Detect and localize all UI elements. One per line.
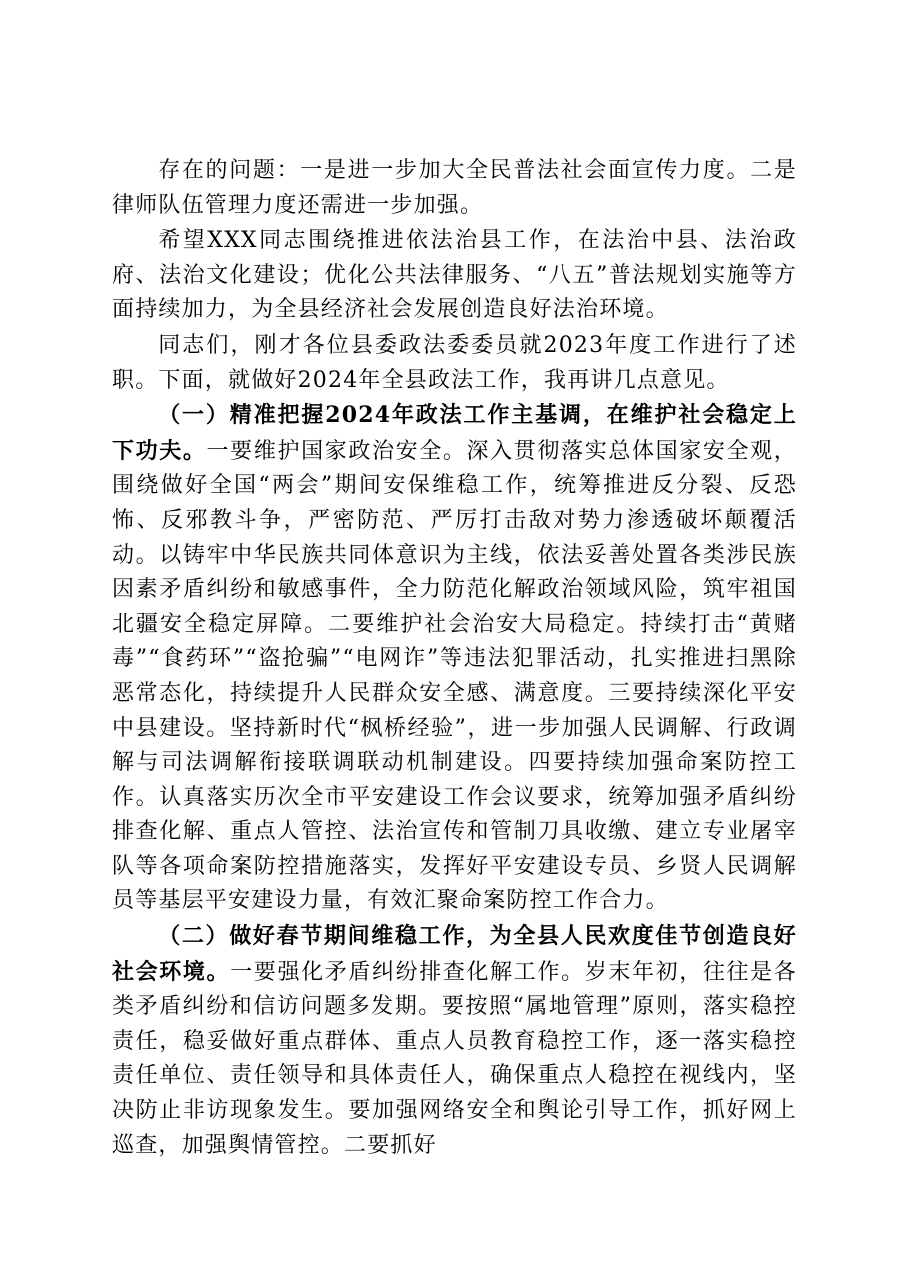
paragraph-hope (112, 223, 797, 328)
section-heading: （二）做好春节期间维稳工作，为全县人民欢度佳节创造良好社会环境。 (112, 923, 797, 985)
paragraph-text: 同志们，刚才各位县委政法委委员就2023年度工作进行了述职。下面，就做好2024年全县政法工作，我再讲几点意见。 (112, 332, 797, 393)
section-heading: （一）精准把握2024年政法工作主基调，在维护社会稳定上下功夫。 (112, 402, 797, 464)
paragraph-section-1 (112, 398, 797, 919)
paragraph-text: 一要强化矛盾纠纷排查化解工作。岁末年初，往往是各类矛盾纠纷和信访问题多发期。要按照“属地管理”原则，落实稳控责任，稳妥做好重点群体、重点人员教育稳控工作，逐一落实稳控责任单位、责任领导和具体责任人，确保重点人稳控在视线内，坚决防止非访现象发生。要加强网络安全和舆论引导工作，抓好网上巡查，加强舆情管控。二要抓好 (112, 959, 797, 1158)
paragraph-text: 希望XXX同志围绕推进依法治县工作，在法治中县、法治政府、法治文化建设；优化公共法律服务、“八五”普法规划实施等方面持续加力，为全县经济社会发展创造良好法治环境。 (112, 228, 797, 323)
paragraph-text: 存在的问题：一是进一步加大全民普法社会面宣传力度。二是律师队伍管理力度还需进一步加强。 (112, 158, 797, 218)
paragraph-text: 一要维护国家政治安全。深入贯彻落实总体国家安全观，围绕做好全国“两会”期间安保维稳工作，统筹推进反分裂、反恐怖、反邪教斗争，严密防范、严厉打击敌对势力渗透破坏颠覆活动。以铸牢中华民族共同体意识为主线，依法妥善处置各类涉民族因素矛盾纠纷和敏感事件，全力防范化解政治领域风险，筑牢祖国北疆安全稳定屏障。二要维护社会治安大局稳定。持续打击“黄赌毒”“食药环”“盗抢骗”“电网诈”等违法犯罪活动，扎实推进扫黑除恶常态化，持续提升人民群众安全感、满意度。三要持续深化平安中县建设。坚持新时代“枫桥经验”，进一步加强人民调解、行政调解与司法调解衔接联调联动机制建设。四要持续加强命案防控工作。认真落实历次全市平安建设工作会议要求，统筹加强矛盾纠纷排查化解、重点人管控、法治宣传和管制刀具收缴、建立专业屠宰队等各项命案防控措施落实，发挥好平安建设专员、乡贤人民调解员等基层平安建设力量，有效汇聚命案防控工作合力。 (112, 438, 797, 914)
paragraph-intro (112, 328, 797, 398)
paragraph-problems (112, 153, 797, 223)
paragraph-section-2 (112, 919, 797, 1163)
